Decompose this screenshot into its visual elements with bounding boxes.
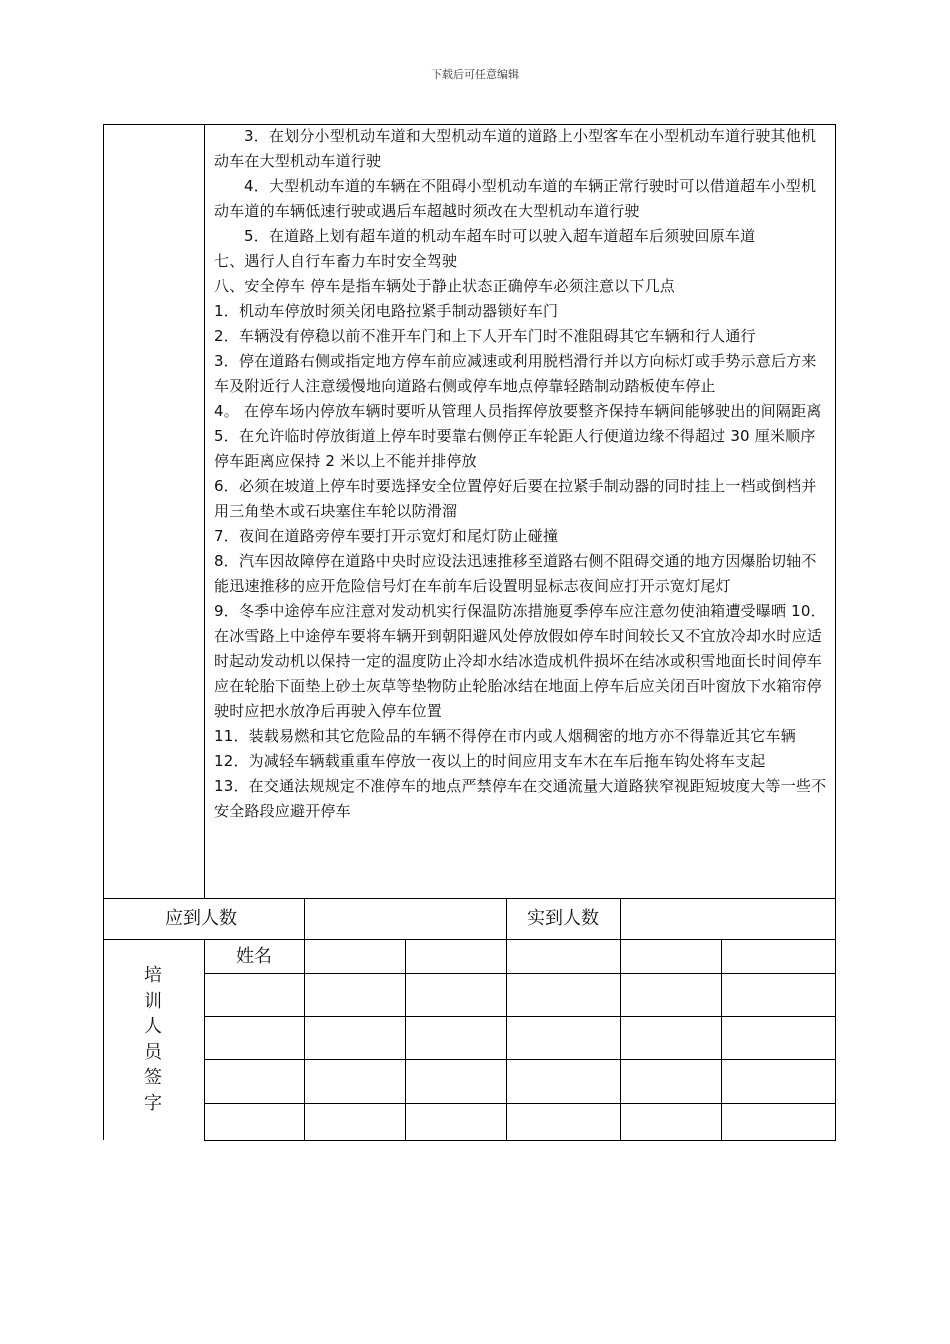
signature-grid-col-0 [204, 939, 205, 1140]
content-line: 12．为减轻车辆载重重车停放一夜以上的时间应用支车木在车后拖车钩处将车支起 [214, 752, 766, 770]
content-line: 7．夜间在道路旁停车要打开示宽灯和尾灯防止碰撞 [214, 527, 559, 545]
training-content [214, 124, 830, 824]
content-line: 2．车辆没有停稳以前不准开车门和上下人开车门时不准阻碍其它车辆和行人通行 [214, 327, 756, 345]
header-note: 下载后可任意编辑 [431, 68, 519, 81]
table-left-border [103, 124, 104, 1140]
content-line: 1．机动车停放时须关闭电路拉紧手制动器锁好车门 [214, 302, 559, 320]
attendance-divider-3 [620, 898, 621, 939]
content-line: 9．冬季中途停车应注意对发动机实行保温防冻措施夏季停车应注意勿使油箱遭受曝晒 10．在冰雪路上中途停车要将车辆开到朝阳避风处停放假如停车时间较长又不宜放冷却水时应适时起动发动机以保持一定的温度防止冷却水结冰造成机件损坏在结冰或积雪地面长时间停车应在轮胎下面垫上砂土灰草等垫物防止轮胎冰结在地面上停车后应关闭百叶窗放下水箱帘停驶时应把水放净后再驶入停车位置 [214, 602, 826, 720]
signature-grid-bottom [204, 1140, 836, 1141]
label-char: 训 [144, 990, 162, 1012]
content-line: 11．装载易燃和其它危险品的车辆不得停在市内或人烟稠密的地方亦不得靠近其它车辆 [214, 727, 796, 745]
attendance-bottom-border [103, 939, 836, 940]
signature-grid-col-4 [620, 939, 621, 1140]
content-line: 七、遇行人自行车畜力车时安全驾驶 [214, 252, 458, 270]
content-line: 6．必须在坡道上停车时要选择安全位置停好后要在拉紧手制动器的同时挂上一档或倒档并用三角垫木或石块塞住车轮以防滑溜 [214, 477, 817, 520]
signature-grid-row-3 [204, 1059, 836, 1060]
content-line: 4。 在停车场内停放车辆时要听从管理人员指挥停放要整齐保持车辆间能够驶出的间隔距离 [214, 402, 822, 420]
trainee-signature-label [140, 963, 166, 1116]
label-char: 字 [144, 1092, 162, 1114]
content-line: 八、安全停车 停车是指车辆处于静止状态正确停车必须注意以下几点 [214, 277, 675, 295]
signature-grid-col-2 [405, 939, 406, 1140]
label-char: 签 [144, 1067, 162, 1088]
signature-grid-col-1 [304, 939, 305, 1140]
label-char: 培 [144, 965, 162, 986]
label-char: 人 [144, 1016, 162, 1037]
content-line: 8．汽车因故障停在道路中央时应设法迅速推移至道路右侧不阻碍交通的地方因爆胎切轴不能迅速推移的应开危险信号灯在车前车后设置明显标志夜间应打开示宽灯尾灯 [214, 552, 817, 595]
signature-grid-row-1 [204, 973, 836, 974]
content-bottom-border [103, 898, 836, 899]
attendance-divider-2 [506, 898, 507, 939]
content-line: 5．在允许临时停放街道上停车时要靠右侧停正车轮距人行便道边缘不得超过 30 厘米顺序停车距离应保持 2 米以上不能并排停放 [214, 427, 816, 470]
table-right-border [835, 124, 836, 1141]
content-line: 5．在道路上划有超车道的机动车超车时可以驶入超车道超车后须驶回原车道 [244, 227, 756, 245]
content-line: 13．在交通法规规定不准停车的地点严禁停车在交通流量大道路狭窄视距短坡度大等一些不安全路段应避开停车 [214, 777, 827, 820]
signature-grid-row-2 [204, 1016, 836, 1017]
signature-grid-row-4 [204, 1103, 836, 1104]
content-line: 3．在划分小型机动车道和大型机动车道的道路上小型客车在小型机动车道行驶其他机动车在大型机动车道行驶 [214, 127, 817, 170]
attendance-divider-1 [304, 898, 305, 939]
content-column-divider [204, 124, 205, 898]
label-char: 员 [144, 1041, 162, 1063]
signature-grid-col-3 [506, 939, 507, 1140]
name-column-header: 姓名 [236, 946, 272, 967]
signature-grid-col-5 [721, 939, 722, 1140]
content-line: 4．大型机动车道的车辆在不阻碍小型机动车道的车辆正常行驶时可以借道超车小型机动车道的车辆低速行驶或遇后车超越时须改在大型机动车道行驶 [214, 177, 817, 220]
expected-count-label: 应到人数 [165, 908, 237, 929]
actual-count-value[interactable] [626, 906, 830, 931]
expected-count-value[interactable] [310, 906, 500, 931]
actual-count-label: 实到人数 [527, 908, 599, 929]
content-line: 3．停在道路右侧或指定地方停车前应减速或利用脱档滑行并以方向标灯或手势示意后方来车及附近行人注意缓慢地向道路右侧或停车地点停靠轻踏制动踏板使车停止 [214, 352, 817, 395]
